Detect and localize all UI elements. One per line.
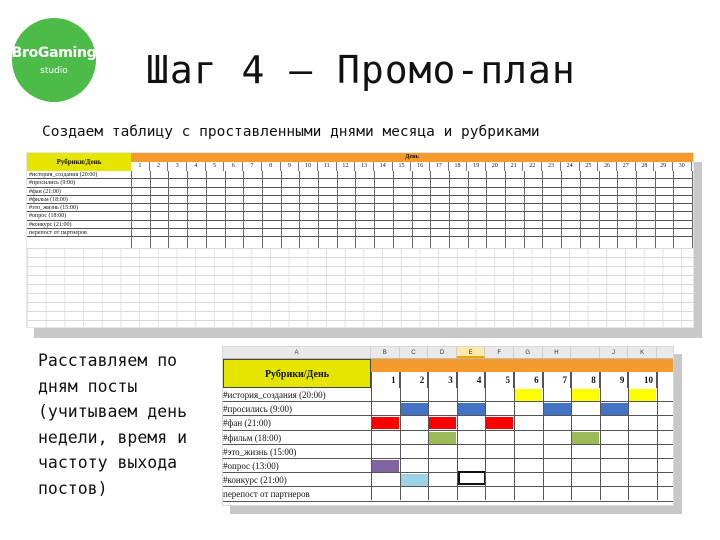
grid-line (457, 372, 458, 500)
day-number: 3 (168, 162, 187, 171)
day-number: 22 (523, 162, 542, 171)
day-number: 7 (543, 372, 572, 388)
scheduled-post-cell[interactable] (601, 403, 628, 415)
day-number: 9 (281, 162, 300, 171)
grid-line (600, 372, 601, 500)
rubric-label: #это_жизнь (15:00) (29, 205, 78, 212)
grid-line (299, 171, 300, 248)
rubric-label: #история_создания (20:00) (223, 390, 326, 400)
day-number: 1 (131, 162, 150, 171)
column-letter[interactable]: K (628, 347, 657, 358)
day-number: 27 (617, 162, 636, 171)
scheduled-post-cell[interactable] (401, 474, 428, 486)
grid-line (374, 171, 375, 248)
grid-line (206, 171, 207, 248)
rubric-label: #фильм (18:00) (223, 432, 282, 443)
slide-title: Шаг 4 — Промо-план (146, 48, 576, 92)
grid-line (561, 171, 562, 248)
table-row (27, 196, 693, 204)
grid-line (430, 171, 431, 248)
table-row (223, 431, 674, 445)
rubric-rows (223, 388, 674, 502)
grid-line (168, 171, 169, 248)
day-number: 23 (542, 162, 561, 171)
table-row (223, 416, 674, 430)
grid-line (514, 372, 515, 500)
scheduled-post-cell[interactable] (572, 432, 599, 444)
day-number: 2 (400, 372, 429, 388)
day-number: 10 (628, 372, 657, 388)
grid-line (692, 171, 693, 248)
day-number-row (131, 162, 692, 171)
column-letter[interactable]: A (223, 347, 371, 358)
grid-line (505, 171, 506, 248)
day-number: 16 (411, 162, 430, 171)
logo-brand-text: BroGaming (11, 44, 97, 61)
scheduled-post-cell[interactable] (572, 389, 599, 401)
day-number: 8 (571, 372, 600, 388)
day-number: 12 (337, 162, 356, 171)
rubric-label: перепост от партнеров (223, 489, 310, 500)
day-number: 7 (243, 162, 262, 171)
day-number: 19 (467, 162, 486, 171)
day-number: 15 (393, 162, 412, 171)
scheduled-post-cell[interactable] (372, 460, 399, 472)
scheduled-post-cell[interactable] (429, 432, 456, 444)
table-row (27, 171, 693, 179)
grid-line (485, 372, 486, 500)
day-number: 17 (430, 162, 449, 171)
day-header: День (131, 153, 693, 162)
column-letter[interactable]: D (428, 347, 457, 358)
day-number: 29 (654, 162, 673, 171)
column-letter[interactable]: J (600, 347, 629, 358)
rubric-label: #конкурс (21:00) (223, 475, 287, 486)
grid-line (580, 171, 581, 248)
day-number: 6 (224, 162, 243, 171)
rubric-label: #конкурс (21:00) (29, 221, 72, 228)
rubric-label: #опрос (18:00) (29, 213, 67, 220)
grid-line (150, 171, 151, 248)
grid-line (412, 171, 413, 248)
selected-cell[interactable] (458, 471, 486, 485)
column-letter[interactable]: F (485, 347, 514, 358)
day-number: 4 (187, 162, 206, 171)
rubric-label: #фан (21:00) (29, 188, 61, 195)
grid-line (542, 171, 543, 248)
table-row (27, 188, 693, 196)
grid-line (449, 171, 450, 248)
grid-line (281, 171, 282, 248)
promo-plan-template-screenshot (26, 152, 694, 328)
rubric-day-header: Рубрики/День (223, 359, 371, 388)
table-row (223, 402, 674, 416)
posting-instructions: Расставляем по дням посты (учитываем день недели, время и частоту выхода постов) (38, 351, 188, 498)
empty-grid (27, 248, 693, 328)
day-number: 1 (371, 372, 400, 388)
brogaming-logo (12, 18, 96, 102)
scheduled-post-cell[interactable] (429, 417, 456, 429)
rubric-day-header: Рубрики/День (27, 153, 131, 171)
grid-line (318, 171, 319, 248)
day-number: 9 (600, 372, 629, 388)
logo-sub-text: studio (40, 65, 68, 76)
grid-line (486, 171, 487, 248)
grid-line (371, 372, 372, 500)
grid-line (599, 171, 600, 248)
grid-line (657, 372, 658, 500)
table-row (27, 221, 693, 229)
scheduled-post-cell[interactable] (486, 417, 513, 429)
grid-line (131, 171, 132, 248)
rubric-label: #фан (21:00) (223, 418, 271, 429)
column-letter[interactable]: E (457, 347, 486, 358)
grid-line (393, 171, 394, 248)
column-header-row (223, 347, 674, 359)
grid-line (428, 372, 429, 500)
rubric-label: #просились (9:00) (223, 404, 293, 415)
column-letter[interactable]: B (371, 347, 400, 358)
day-number: 5 (485, 372, 514, 388)
scheduled-post-cell[interactable] (401, 403, 428, 415)
column-letter[interactable] (571, 347, 600, 358)
table-row (27, 212, 693, 220)
scheduled-post-cell[interactable] (458, 403, 485, 415)
spreadsheet-template (26, 152, 694, 328)
column-letter[interactable]: G (514, 347, 543, 358)
day-number: 18 (449, 162, 468, 171)
day-number: 2 (150, 162, 169, 171)
grid-line (636, 171, 637, 248)
day-number: 28 (636, 162, 655, 171)
grid-line (262, 171, 263, 248)
spreadsheet-filled (222, 346, 674, 506)
day-number: 10 (299, 162, 318, 171)
grid-line (225, 171, 226, 248)
column-letter[interactable]: H (543, 347, 572, 358)
table-row (223, 388, 674, 402)
scheduled-post-cell[interactable] (544, 403, 571, 415)
grid-line (628, 372, 629, 500)
rubric-label: #опрос (13:00) (223, 460, 279, 471)
grid-line (673, 171, 674, 248)
grid-line (617, 171, 618, 248)
table-row (27, 204, 693, 212)
day-number: 4 (457, 372, 486, 388)
rubric-label: #история_создания (20:00) (29, 172, 98, 178)
day-number: 14 (374, 162, 393, 171)
day-number: 24 (561, 162, 580, 171)
scheduled-post-cell[interactable] (372, 417, 399, 429)
grid-line (571, 372, 572, 500)
day-number: 13 (355, 162, 374, 171)
day-number: 11 (318, 162, 337, 171)
rubric-rows (27, 171, 693, 237)
table-row (223, 445, 674, 459)
day-number: 30 (673, 162, 692, 171)
table-row (223, 473, 674, 487)
scheduled-post-cell[interactable] (629, 389, 656, 401)
orange-header-band (371, 359, 674, 372)
table-row (223, 487, 674, 501)
slide-subtitle: Создаем таблицу с проставленными днями месяца и рубриками (42, 124, 540, 140)
grid-line (337, 171, 338, 248)
grid-line (355, 171, 356, 248)
grid-line (243, 171, 244, 248)
grid-line (524, 171, 525, 248)
filled-promo-plan-screenshot (222, 346, 674, 506)
day-number: 5 (206, 162, 225, 171)
day-number: 26 (598, 162, 617, 171)
day-number: 6 (514, 372, 543, 388)
grid-line (655, 171, 656, 248)
rubric-label: перепост от партнеров (29, 230, 87, 237)
day-number: 20 (486, 162, 505, 171)
day-number: 3 (428, 372, 457, 388)
day-number: 21 (505, 162, 524, 171)
table-row (27, 229, 693, 237)
column-letter[interactable]: C (400, 347, 429, 358)
table-row (27, 179, 693, 187)
grid-line (468, 171, 469, 248)
rubric-label: #просились (9:00) (29, 180, 76, 187)
rubric-label: #фильм (18:00) (29, 196, 68, 203)
table-row (223, 459, 674, 473)
day-number: 8 (262, 162, 281, 171)
day-number: 25 (580, 162, 599, 171)
grid-line (543, 372, 544, 500)
rubric-label: #это_жизнь (15:00) (223, 446, 297, 457)
grid-line (400, 372, 401, 500)
grid-line (187, 171, 188, 248)
scheduled-post-cell[interactable] (515, 389, 542, 401)
